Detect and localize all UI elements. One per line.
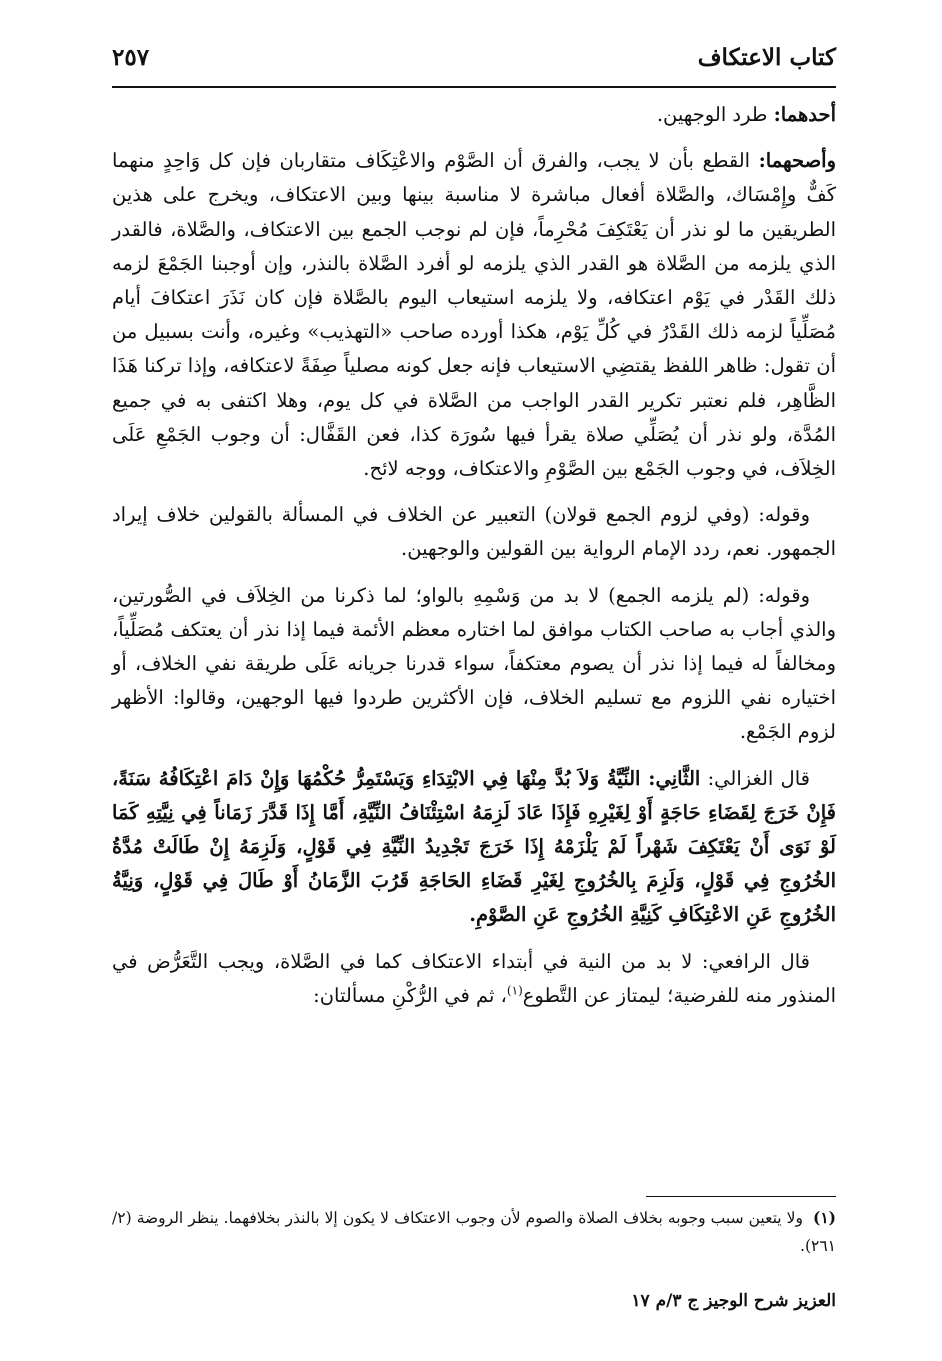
- printer-signature: العزيز شرح الوجيز ج ٣/م ١٧: [631, 1291, 836, 1311]
- lead-word: وأصحهما:: [758, 149, 836, 173]
- paragraph-text: القطع بأن لا يجب، والفرق أن الصَّوْم والاعْتِكَاف متقاربان فإن كل وَاحِدٍ منهما كَفٌّ وإِمْسَاك، والصَّلاة أفعال مباشرة لا مناسبة بينها وبين الاعتكاف، ويخرج على هذين الطريقين ما لو نذر أن يَعْتَكِفَ مُحْرِماً، فإن لم نوجب الجمع بين الاعتكاف، والصَّلاة، فالقدر الذي يلزمه من الصَّلاة هو القدر الذي يلزمه لو أفرد الصَّلاة بالنذر، وإن أوجبنا الجَمْعَ لزمه ذلك القَدْر في يَوْم اعتكافه، ولا يلزمه استيعاب اليوم بالصَّلاة فإن كان نَذَرَ اعتكافَ أيام مُصَلِّياً لزمه ذلك القَدْرُ في كُلِّ يَوْم، هكذا أورده صاحب «التهذيب» وغيره، وأنت بسبيل من أن تقول: ظاهر اللفظ يقتضِي الاستيعاب فإنه جعل كونه مصلياً صِفَةً لاعتكافه، وإذا تركنا هَذَا الظَّاهِر، فلم نعتبر تكرير القدر الواجب من الصَّلاة في كل يوم، وهلا اكتفى به في جميع المُدَّة، ولو نذر أن يُصَلِّي صلاة يقرأ فيها سُورَة كذا، فعن القَفَّال: أن وجوب الجَمْعِ عَلَى الخِلاَف، في وجوب الجَمْع بين الصَّوْمِ والاعتكاف، ووجه لائح.: [112, 149, 836, 481]
- paragraph-rafii: [112, 945, 836, 1013]
- book-page: [112, 36, 836, 1336]
- speaker-intro: قال الغزالي:: [700, 766, 810, 790]
- paragraph-first-view: [112, 98, 836, 132]
- main-text: [112, 98, 836, 1025]
- lead-word: أحدهما:: [773, 103, 836, 126]
- running-title: كتاب الاعتكاف: [697, 44, 836, 71]
- paragraph-second-view: [112, 144, 836, 486]
- paragraph-ghazali: [112, 762, 836, 933]
- page-header: [112, 36, 836, 88]
- paragraph-text: طرد الوجهين.: [656, 103, 774, 126]
- paragraph-text: قال الرافعي: لا بد من النية في أبتداء الاعتكاف كما في الصَّلاة، ويجب التَّعَرُّض في المنذور منه للفرضية؛ ليمتاز عن التَّطوع: [112, 949, 836, 1007]
- footnote-marker: (١): [506, 983, 523, 998]
- footnote-text: ولا يتعين سبب وجوبه بخلاف الصلاة والصوم لأن وجوب الاعتكاف لا يكون إلا بالنذر بخلافهما. ينظر الروضة (٢/ ٢٦١).: [112, 1209, 836, 1255]
- footnote-number: (١): [812, 1208, 836, 1227]
- footnote: [112, 1204, 836, 1260]
- matn-quote: الثَّانِي: النِّيَّةُ وَلاَ بُدَّ مِنْهَا فِي الابْتِدَاءِ وَيَسْتَمِرُّ حُكْمُهَا وَإِنْ دَامَ اعْتِكَافُهُ سَنَةً، فَإِنْ خَرَجَ لِقَضَاءِ حَاجَةٍ أَوْ لِغَيْرِهِ فَإِذَا عَادَ لَزِمَهُ اسْتِئْنَافُ النِّيَّةِ، أَمَّا إِذَا قَدَّرَ زَمَاناً فِي نِيَّتِهِ كَمَا لَوْ نَوَى أَنْ يَعْتَكِفَ شَهْراً لَمْ يَلْزَمْهُ إِذَا خَرَجَ تَجْدِيدُ النِّيَّةِ فِي قَوْلٍ، وَلَزِمَهُ إِنْ طَالَتْ مُدَّةُ الخُرُوجِ فِي قَوْلٍ، وَلَزِمَ بِالخُرُوجِ لِغَيْرِ قَضَاءِ الحَاجَةِ قَرُبَ الزَّمَانُ أَوْ طَالَ فِي قَوْلٍ، وَنِيَّةُ الخُرُوجِ عَنِ الاعْتِكَافِ كَنِيَّةِ الخُرُوجِ عَنِ الصَّوْمِ.: [112, 766, 836, 927]
- paragraph-commentary-2: وقوله: (لم يلزمه الجمع) لا بد من وَسْمِهِ بالواو؛ لما ذكرنا من الخِلاَف في الصُّورتين، والذي أجاب به صاحب الكتاب موافق لما اختاره معظم الأئمة فيما إذا نذر أن يعتكف مُصَلِّياً، ومخالفاً له فيما إذا نذر أن يصوم معتكفاً، سواء قدرنا جريانه عَلَى طريقة نفي الخلاف، أو اختياره نفي اللزوم مع تسليم الخلاف، فإن الأكثرين طردوا فيها الوجهين، وقالوا: الأظهر لزوم الجَمْع.: [112, 583, 836, 744]
- page-number: ٢٥٧: [112, 44, 150, 71]
- footnote-divider: [646, 1196, 836, 1197]
- paragraph-commentary-1: وقوله: (وفي لزوم الجمع قولان) التعبير عن الخلاف في المسألة بالقولين خلاف إيراد الجمهور. نعم، ردد الإمام الرواية بين القولين والوجهين.: [112, 503, 836, 561]
- paragraph-text: ، ثم في الرُّكْنِ مسألتان:: [313, 983, 507, 1007]
